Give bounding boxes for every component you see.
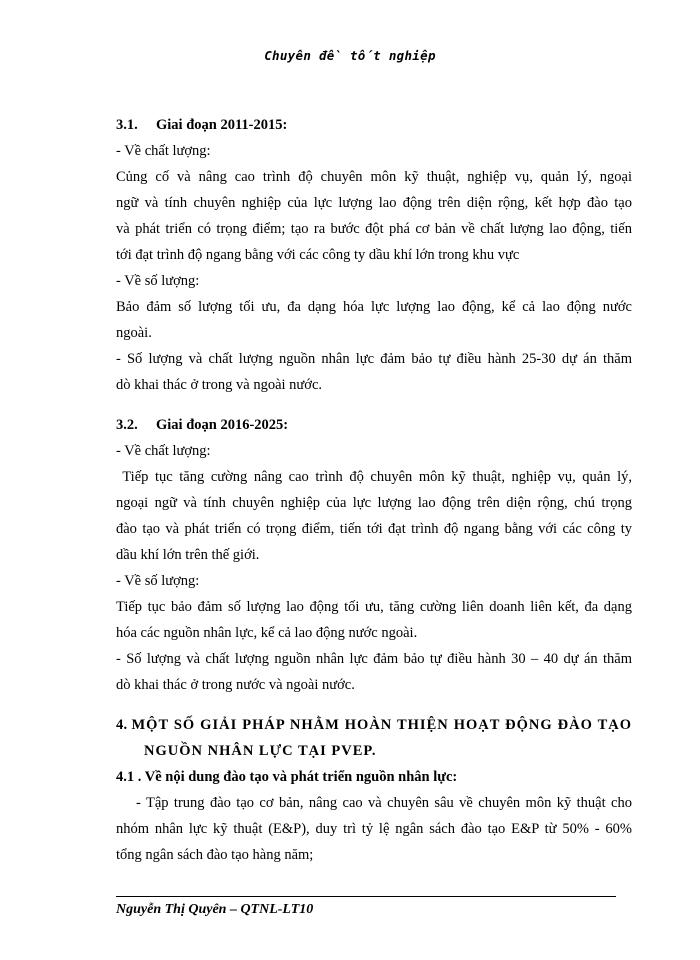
section-number: 4. — [116, 717, 128, 733]
paragraph-line: - Số lượng và chất lượng nguồn nhân lực đảm bảo tự điều hành 25-30 dự án thăm — [116, 351, 632, 367]
quantity-label: - Về số lượng: — [116, 573, 200, 589]
quantity-label: - Về số lượng: — [116, 273, 200, 289]
paragraph-line: Bảo đảm số lượng tối ưu, đa dạng hóa lực lượng lao động, kể cả lao động nước — [116, 299, 632, 315]
document-body — [116, 112, 632, 868]
paragraph-line: - Tập trung đào tạo cơ bản, nâng cao và chuyên sâu về chuyên môn kỹ thuật cho — [136, 795, 632, 811]
paragraph-line: nhóm nhân lực kỹ thuật (E&P), duy trì tỷ lệ ngân sách đào tạo E&P từ 50% - 60% — [116, 821, 632, 837]
page-header-title: Chuyên đề tốt nghiệp — [264, 48, 436, 63]
quality-label: - Về chất lượng: — [116, 443, 211, 459]
section-4-heading — [116, 712, 632, 738]
paragraph-line: tổng ngân sách đào tạo hàng năm; — [116, 847, 314, 863]
footer-divider — [116, 896, 616, 897]
section-number: 3.1. — [116, 117, 138, 133]
paragraph-line: Tiếp tục tăng cường nâng cao trình độ chuyên môn kỹ thuật, nghiệp vụ, quản lý, — [116, 469, 632, 485]
paragraph-line: tới đạt trình độ ngang bằng với các công ty dầu khí lớn trong khu vực — [116, 247, 520, 263]
paragraph-line: đào tạo và phát triển có trọng điểm, tiến tới đạt trình độ ngang bằng với các công ty — [116, 521, 632, 537]
section-4-1-heading: 4.1 . Về nội dung đào tạo và phát triển nguồn nhân lực: — [116, 769, 458, 785]
section-4-heading-cont: NGUỒN NHÂN LỰC TẠI PVEP. — [144, 743, 377, 759]
footer-author: Nguyễn Thị Quyên – QTNL-LT10 — [116, 902, 314, 917]
paragraph-line: Tiếp tục bảo đảm số lượng lao động tối ưu, tăng cường liên doanh liên kết, đa dạng — [116, 599, 632, 615]
section-number: 3.2. — [116, 417, 138, 433]
section-title: Giai đoạn 2016-2025: — [156, 417, 289, 433]
paragraph-line: ngoại ngữ và tính chuyên nghiệp của lực lượng lao động trên diện rộng, chú trọng — [116, 495, 632, 511]
paragraph-line: ngoài. — [116, 325, 152, 341]
section-3-1-heading — [116, 112, 632, 138]
paragraph-line: Củng cố và nâng cao trình độ chuyên môn kỹ thuật, nghiệp vụ, quản lý, ngoại — [116, 169, 632, 185]
paragraph-line: dò khai thác ở trong và ngoài nước. — [116, 377, 323, 393]
paragraph-line: dò khai thác ở trong nước và ngoài nước. — [116, 677, 355, 693]
section-title: MỘT SỐ GIẢI PHÁP NHẰM HOÀN THIỆN HOẠT ĐỘNG ĐÀO TẠO — [131, 717, 633, 733]
paragraph-line: ngữ và tính chuyên nghiệp của lực lượng lao động trên diện rộng, kết hợp đào tạo — [116, 195, 632, 211]
paragraph-line: và phát triển có trọng điểm; tạo ra bước đột phá cơ bản về chất lượng lao động, tiến — [116, 221, 632, 237]
section-title: Giai đoạn 2011-2015: — [156, 117, 288, 133]
paragraph-line: hóa các nguồn nhân lực, kể cả lao động nước ngoài. — [116, 625, 418, 641]
paragraph-line: - Số lượng và chất lượng nguồn nhân lực đảm bảo tự điều hành 30 – 40 dự án thăm — [116, 651, 632, 667]
section-3-2-heading — [116, 412, 632, 438]
paragraph-line: dầu khí lớn trên thế giới. — [116, 547, 260, 563]
quality-label: - Về chất lượng: — [116, 143, 211, 159]
